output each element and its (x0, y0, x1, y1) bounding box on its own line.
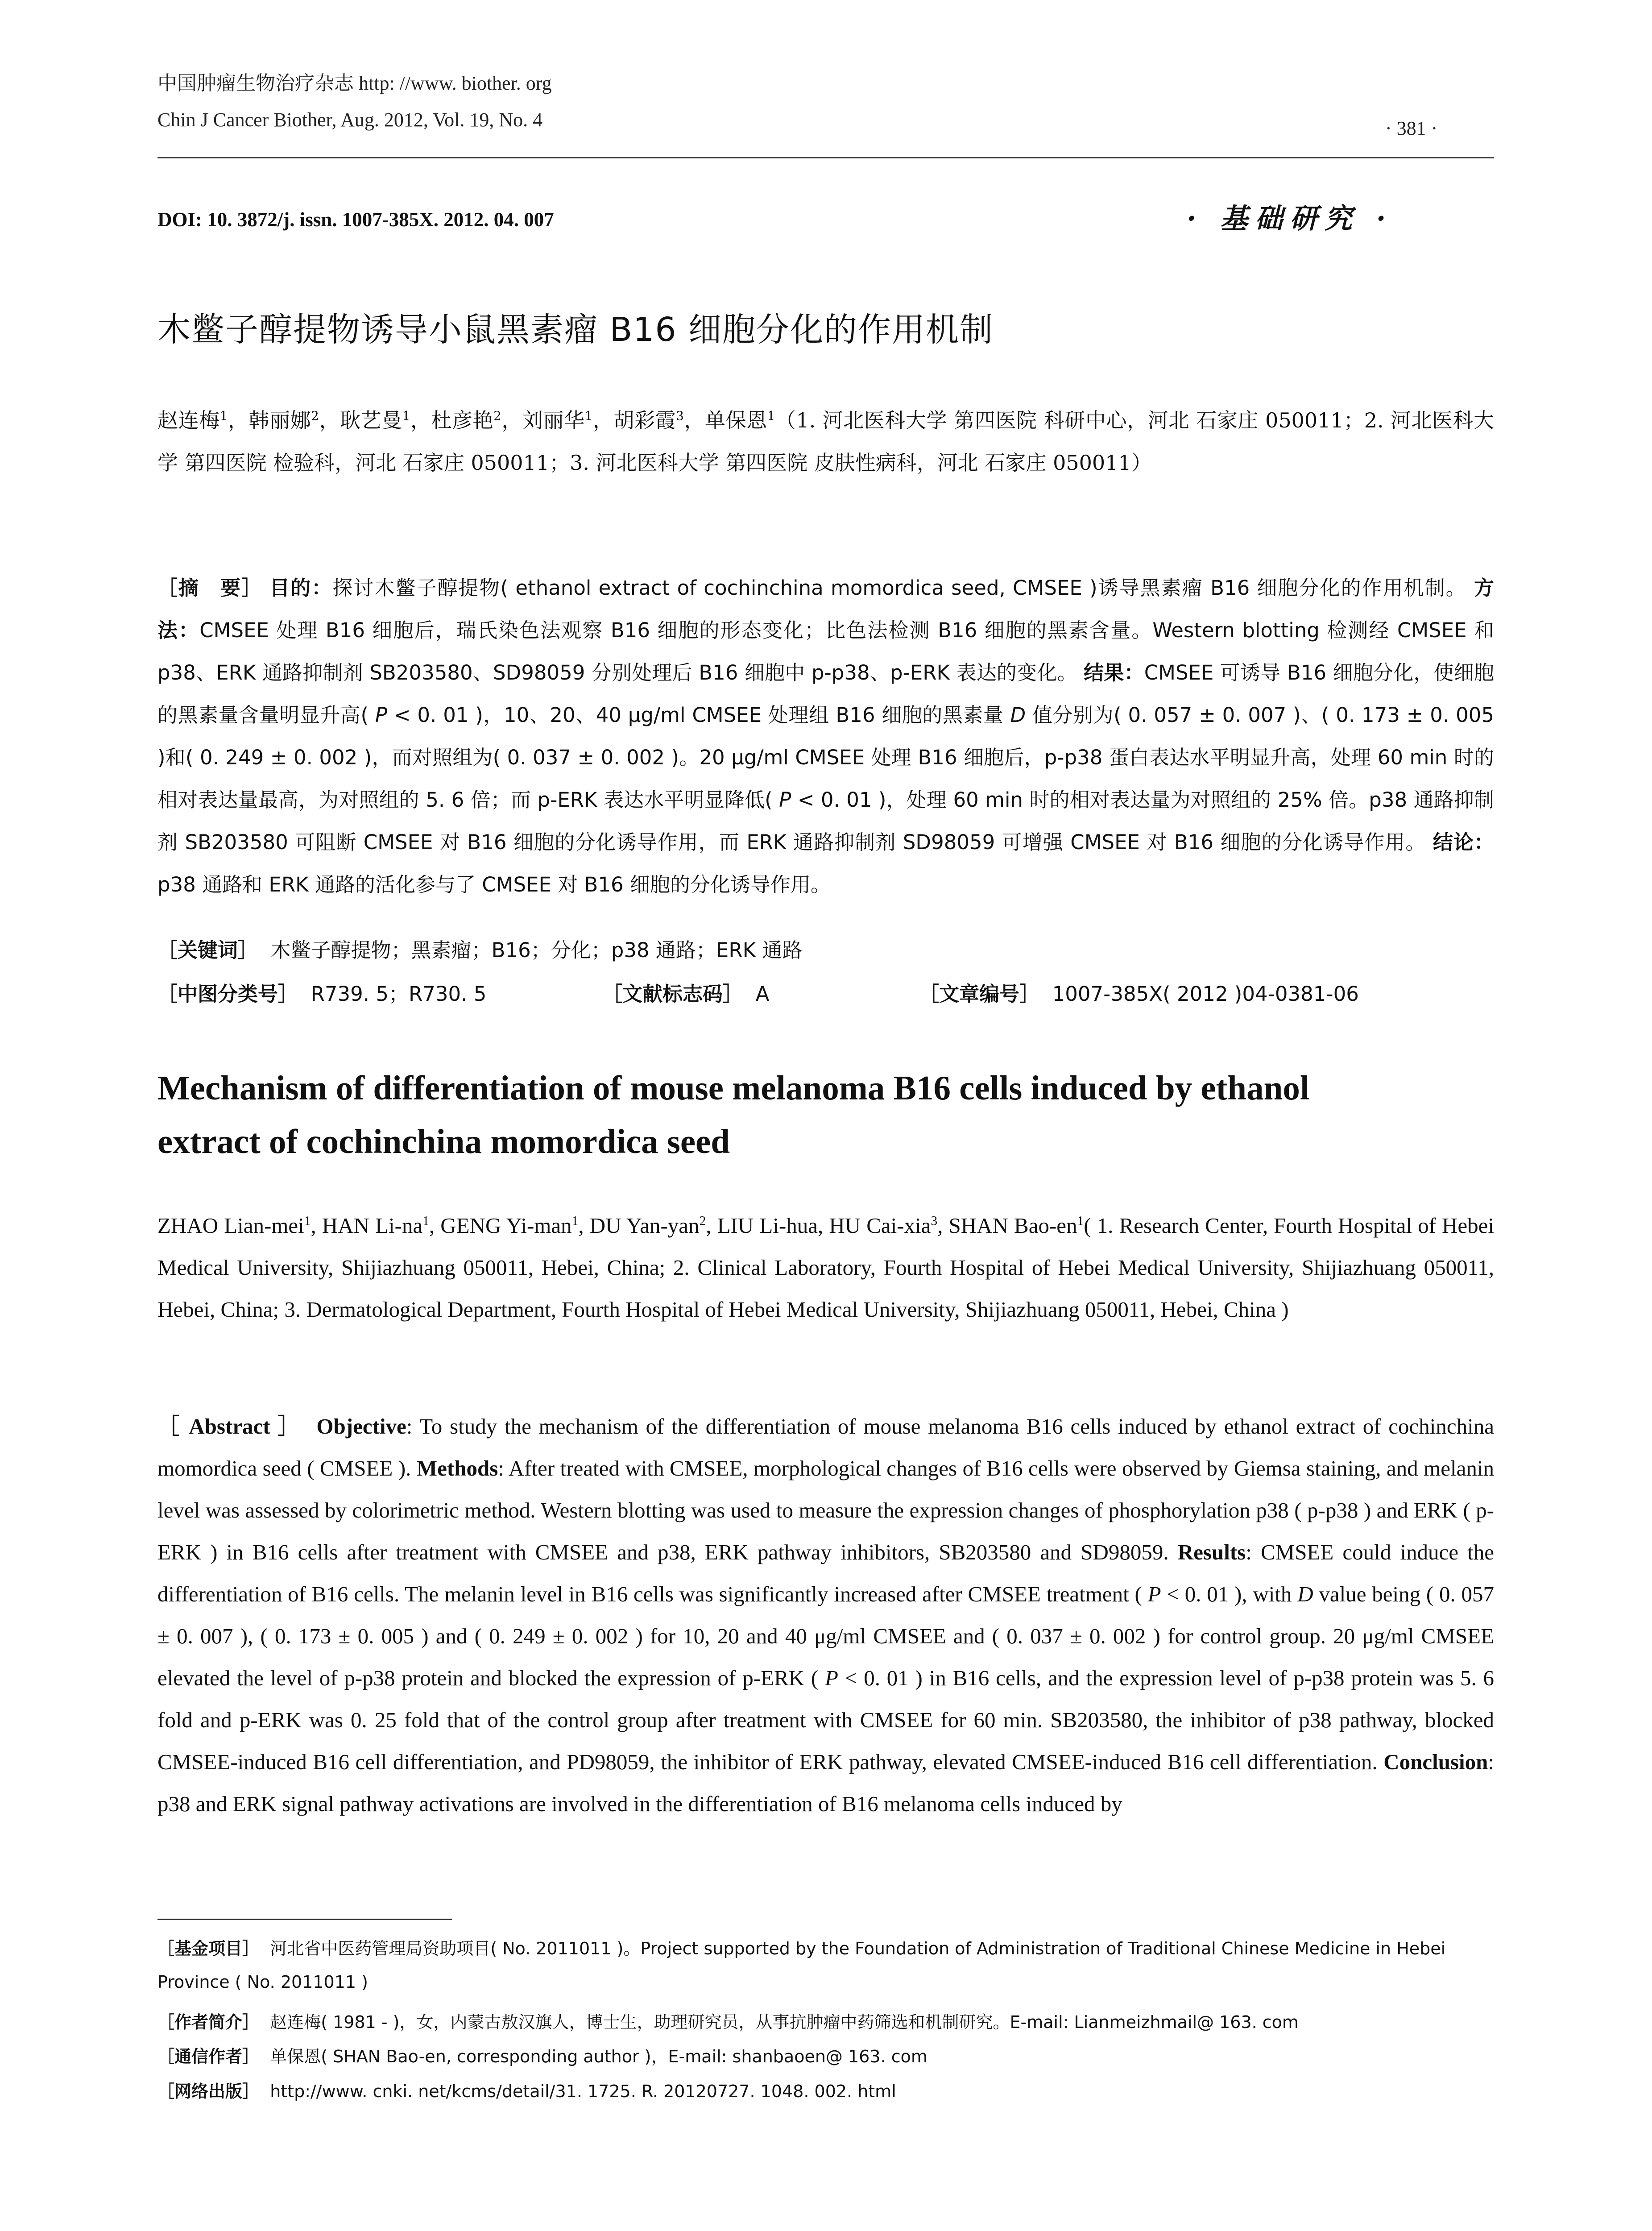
cn-methods-text: CMSEE 处理 B16 细胞后，瑞氏染色法观察 B16 细胞的形态变化；比色法检测 B16 细胞的黑素含量。Western blotting 检测经 CMSEE 和 p38、ERK 通路抑制剂 SB203580、SD98059 分别处理后 B16 细胞中 p-p38、p-ERK 表达的变化。 (157, 618, 1494, 684)
p-value-symbol: P (779, 788, 791, 812)
cn-authors-block: 赵连梅$^1$，韩丽娜$^2$，耿艺曼$^1$，杜彦艳$^2$，刘丽华$^1$，胡彩霞$^3$，单保恩$^1$（1. 河北医科大学 第四医院 科研中心，河北 石家庄 050011；2. 河北医科大学 第四医院 检验科，河北 石家庄 050011；3. 河北医科大学 第四医院 皮肤性病科，河北 石家庄 050011） (157, 408, 1495, 475)
footnote-fund (157, 1932, 1494, 1999)
en-conclusion-label: Conclusion (1383, 1750, 1488, 1774)
cn-author: 刘丽华 (522, 408, 585, 432)
d-value-symbol: D (1010, 703, 1026, 727)
en-objective-text: : To study the mechanism of the differentiation of mouse melanoma B16 cells induced by ethanol extract of cochinchina momordica seed ( CMSEE ). (157, 1414, 1494, 1480)
fund-label: ［基金项目］ (157, 1939, 260, 1958)
cn-objective-text: 探讨木鳖子醇提物( ethanol extract of cochinchina momordica seed, CMSEE )诱导黑素瘤 B16 细胞分化的作用机制。 (332, 576, 1467, 600)
cn-conclusion-text: p38 通路和 ERK 通路的活化参与了 CMSEE 对 B16 细胞的分化诱导作用。 (157, 873, 831, 896)
author-info-text: 赵连梅( 1981 - )，女，内蒙古敖汉旗人，博士生，助理研究员，从事抗肿瘤中药筛选和机制研究。E-mail: Lianmeizhmail@ 163. com (270, 2012, 1299, 2032)
cn-conclusion-label: 结论： (1433, 830, 1494, 854)
en-abstract-label: ［ Abstract ］ (157, 1414, 302, 1439)
cn-objective-label: 目的： (269, 576, 333, 600)
footnote-rule (157, 1919, 452, 1920)
en-authors-block: ZHAO Lian-mei$^1$, HAN $Li-na^1$, GENG Yi-man$^1$, DU Yan-yan$^2$, LIU Li-hua, HU Cai-xia$^3$, SHAN Bao-$en^1$( 1. Research Center, Fourth Hospital of Hebei Medical University, Shijiazhuang 050011, Hebei, China; 2. Clinical Laboratory, Fourth Hospital of Hebei Medical University, Shijiazhuang 050011, Hebei, China; 3. Dermatological Department, Fourth Hospital of Hebei Medical University, Shijiazhuang 050011, Hebei, China ) (157, 1213, 1495, 1322)
cn-article-no (919, 973, 1359, 1015)
en-results-text: < 0. 01 ) in B16 cells, and the expression level of p-p38 protein was 5. 6 fold and p-ERK was 0. 25 fold that of the control group after treatment with CMSEE for 60 min. SB203580, the inhibitor of p38 pathway, blocked CMSEE-induced B16 cell differentiation, and PD98059, the inhibitor of ERK pathway, elevated CMSEE-induced B16 cell differentiation. (157, 1666, 1495, 1774)
en-methods-label: Methods (416, 1456, 498, 1480)
cn-author: 赵连梅 (157, 408, 220, 432)
p-value-symbol: P (825, 1666, 838, 1690)
en-conclusion-text: : p38 and ERK signal pathway activations are involved in the differentiation of B16 melanoma cells induced by (157, 1750, 1494, 1816)
en-title-line-2: extract of cochinchina momordica seed (157, 1122, 730, 1161)
en-results-text: value being ( 0. 057 ± 0. 007 ), ( 0. 173 ± 0. 005 ) and ( 0. 249 ± 0. 002 ) for 10, 20 and 40 μg/ml CMSEE and ( 0. 037 ± 0. 002 ) for control group. 20 μg/ml CMSEE elevated the level of p-p38 protein and blocked the expression of p-ERK ( (157, 1582, 1495, 1690)
p-value-symbol: P (375, 703, 388, 727)
footnote-corresponding (157, 2040, 1494, 2073)
corresponding-text: 单保恩( SHAN Bao-en, corresponding author )，E-mail: shanbaoen@ 163. com (270, 2047, 927, 2066)
cn-author: 胡彩霞 (613, 408, 676, 432)
en-results-text: : CMSEE could induce the differentiation of B16 cells. The melanin level in B16 cells was significantly increased after CMSEE treatment ( (157, 1540, 1494, 1606)
en-abstract (157, 1406, 1494, 1825)
cn-keywords-text: 木鳖子醇提物；黑素瘤；B16；分化；p38 通路；ERK 通路 (270, 938, 803, 962)
en-results-label: Results (1177, 1540, 1246, 1564)
d-value-symbol: D (1297, 1582, 1313, 1606)
corresponding-label: ［通信作者］ (157, 2047, 260, 2066)
p-value-symbol: P (1147, 1582, 1161, 1606)
section-label: · 基础研究 · (1187, 202, 1393, 235)
en-results-text: < 0. 01 ), with (1161, 1582, 1298, 1606)
en-methods-text: : After treated with CMSEE, morphological changes of B16 cells were observed by Giemsa staining, and melanin level was assessed by colorimetric method. Western blotting was used to measure the expression changes of phosphorylation p38 ( p-p38 ) and ERK ( p-ERK ) in B16 cells after treatment with CMSEE and p38, ERK pathway inhibitors, SB203580 and SD98059. (157, 1456, 1494, 1564)
cn-keywords (157, 929, 1494, 971)
cn-author: 杜彦艳 (431, 408, 494, 432)
cn-results-text: < 0. 01 )，处理 60 min 时的相对表达量为对照组的 25% 倍。p38 通路抑制剂 SB203580 可阻断 CMSEE 对 B16 细胞的分化诱导作用，而 ERK 通路抑制剂 SD98059 可增强 CMSEE 对 B16 细胞的分化诱导作用。 (157, 788, 1494, 854)
en-author: DU Yan-yan (589, 1213, 700, 1238)
cn-results-label: 结果： (1084, 661, 1144, 684)
fund-text: 河北省中医药管理局资助项目( No. 2011011 )。Project supported by the Foundation of Administration of Traditional Chinese Medicine in Hebei Province ( No. 2011011 ) (157, 1939, 1446, 1992)
cn-results-text: CMSEE 可诱导 B16 细胞分化，使细胞的黑素量含量明显升高( (157, 661, 1494, 727)
header-rule (157, 157, 1494, 158)
doc-code-value: A (755, 982, 770, 1006)
cn-author: 单保恩 (705, 408, 767, 432)
en-author: HU Cai-xia (829, 1213, 931, 1238)
cn-abstract (157, 567, 1494, 906)
cn-affiliation-2: 2. 河北医科大学 第四医院 检验科，河北 石家庄 050011； (157, 408, 1495, 475)
cn-abstract-label: ［摘 要］ (157, 576, 263, 600)
journal-en-line: Chin J Cancer Biother, Aug. 2012, Vol. 19, No. 4 (157, 109, 543, 131)
en-author: ZHAO Lian-mei (157, 1213, 304, 1238)
journal-cn-line: 中国肿瘤生物治疗杂志 http: //www. biother. org (157, 72, 552, 94)
en-affiliations: ( 1. Research Center, Fourth Hospital of Hebei Medical University, Shijiazhuang 050011, Hebei, China; 2. Clinical Laboratory, Fourth Hospital of Hebei Medical University, Shijiazhuang 050011, Hebei, China; 3. Dermatological Department, Fourth Hospital of Hebei Medical University, Shijiazhuang 050011, Hebei, China ) (157, 1213, 1495, 1322)
cn-affiliation-3: 3. 河北医科大学 第四医院 皮肤性病科，河北 石家庄 050011 (570, 451, 1131, 475)
cn-doc-code (602, 973, 769, 1015)
clc-value: R739. 5；R730. 5 (311, 982, 487, 1006)
en-title (157, 1061, 1496, 1168)
article-no-value: 1007-385X( 2012 )04-0381-06 (1052, 982, 1359, 1006)
author-info-label: ［作者简介］ (157, 2012, 260, 2032)
online-url[interactable]: http://www. cnki. net/kcms/detail/31. 1725. R. 20120727. 1048. 002. html (270, 2082, 896, 2101)
cn-title: 木鳖子醇提物诱导小鼠黑素瘤 B16 细胞分化的作用机制 (157, 311, 994, 349)
en-author: LIU Li-hua (717, 1213, 818, 1238)
en-author: GENG Yi-man (440, 1213, 572, 1238)
cn-methods-label: 方法： (157, 576, 1494, 642)
en-author: HAN Li-na (322, 1213, 423, 1238)
en-objective-label: Objective (316, 1414, 406, 1439)
en-title-line-1: Mechanism of differentiation of mouse melanoma B16 cells induced by ethanol (157, 1069, 1310, 1107)
clc-label: ［中图分类号］ (157, 982, 298, 1006)
article-no-label: ［文章编号］ (919, 982, 1040, 1006)
page-number: · 381 · (1385, 117, 1438, 139)
en-author: SHAN Bao-en (948, 1213, 1077, 1238)
doc-code-label: ［文献标志码］ (602, 982, 743, 1006)
footnote-online (157, 2075, 1494, 2108)
cn-keywords-label: ［关键词］ (157, 938, 258, 962)
footnote-author (157, 2006, 1494, 2039)
cn-author: 耿艺曼 (340, 408, 402, 432)
cn-results-text: < 0. 01 )，10、20、40 μg/ml CMSEE 处理组 B16 细胞的黑素量 (387, 703, 1010, 727)
doi: DOI: 10. 3872/j. issn. 1007-385X. 2012. 04. 007 (157, 208, 554, 231)
cn-results-text: 值分别为( 0. 057 ± 0. 007 )、( 0. 173 ± 0. 005 )和( 0. 249 ± 0. 002 )，而对照组为( 0. 037 ± 0. 002 )。20 μg/ml CMSEE 处理 B16 细胞后，p-p38 蛋白表达水平明显升高，处理 60 min 时的相对表达量最高，为对照组的 5. 6 倍；而 p-ERK 表达水平明显降低( (157, 703, 1494, 812)
cn-author: 韩丽娜 (248, 408, 311, 432)
cn-affiliation-1: 1. 河北医科大学 第四医院 科研中心，河北 石家庄 050011； (796, 408, 1364, 432)
online-label: ［网络出版］ (157, 2082, 260, 2101)
